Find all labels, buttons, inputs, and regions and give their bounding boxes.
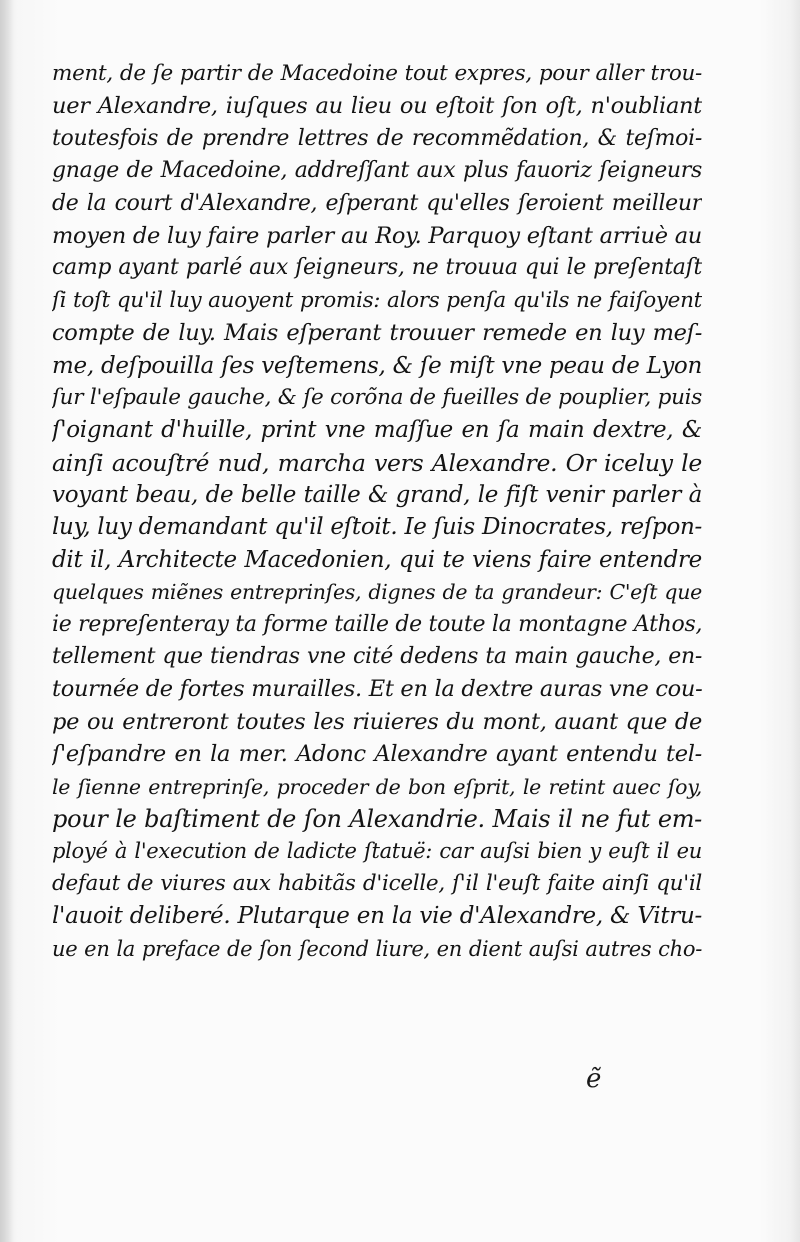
text-line: gnage de Macedoine, addreſſant aux plus fauoriz ſeigneurs [52,158,702,184]
body-text [52,58,702,965]
text-line: voyant beau, de belle taille & grand, le fiſt venir parler à [52,482,702,509]
text-line: ue en la preface de ſon ſecond liure, en dient auſsi autres cho- [52,936,702,961]
text-line: le ſienne entreprinſe, proceder de bon eſprit, le retint auec ſoy, [52,774,702,799]
text-line: l'auoit deliberé. Plutarque en la vie d'Alexandre, & Vitru- [52,903,702,930]
text-line: me, deſpouilla ſes veſtemens, & ſe miſt vne peau de Lyon [52,352,702,379]
text-line: ſur l'eſpaule gauche, & ſe corõna de fueilles de pouplier, puis [52,384,702,410]
catchword: ẽ [586,1064,602,1094]
text-line: ſi toſt qu'il luy auoyent promis: alors penſa qu'ils ne faiſoyent [52,287,702,313]
text-line: luy, luy demandant qu'il eſtoit. Ie ſuis Dinocrates, reſpon- [52,514,702,541]
text-line: pe ou entreront toutes les riuieres du mont, auant que de [52,708,702,735]
text-line: ie repreſenteray ta forme taille de toute la montagne Athos, [52,611,702,637]
gutter-shadow [0,0,14,1242]
text-line: moyen de luy faire parler au Roy. Parquoy eſtant arriuè au [52,222,702,249]
text-line: ſ'oignant d'huille, print vne maſſue en ſa main dextre, & [52,417,702,444]
text-line: tournée de fortes murailles. Et en la dextre auras vne cou- [52,676,702,703]
text-line: pour le baſtiment de ſon Alexandrie. Mais il ne fut em- [52,804,702,833]
text-line: ainſi acouſtré nud, marcha vers Alexandre. Or iceluy le [52,448,702,477]
text-line: defaut de viures aux habitãs d'icelle, ſ'il l'euſt faite ainſi qu'il [52,870,702,896]
text-line: camp ayant parlé aux ſeigneurs, ne trouua qui le preſentaſt [52,255,702,281]
text-line: toutesfois de prendre lettres de recommẽdation, & teſmoi- [52,125,702,151]
text-line: de la court d'Alexandre, eſperant qu'elles ſeroient meilleur [52,190,702,216]
text-line: ſ'eſpandre en la mer. Adonc Alexandre ayant entendu tel- [52,741,702,768]
text-line: tellement que tiendras vne cité dedens ta main gauche, en- [52,644,702,670]
text-line: dit il, Architecte Macedonien, qui te viens faire entendre [52,546,702,573]
text-line: quelques miẽnes entreprinſes, dignes de ta grandeur: C'eſt que [52,580,702,605]
text-line: ment, de ſe partir de Macedoine tout expres, pour aller trou- [52,61,702,86]
text-line: compte de luy. Mais eſperant trouuer remede en luy meſ- [52,320,702,347]
text-line: ployé à l'execution de ladicte ſtatuë: car auſsi bien y euſt il eu [52,839,702,864]
text-line: uer Alexandre, iuſques au lieu ou eſtoit ſon oſt, n'oubliant [52,93,702,120]
